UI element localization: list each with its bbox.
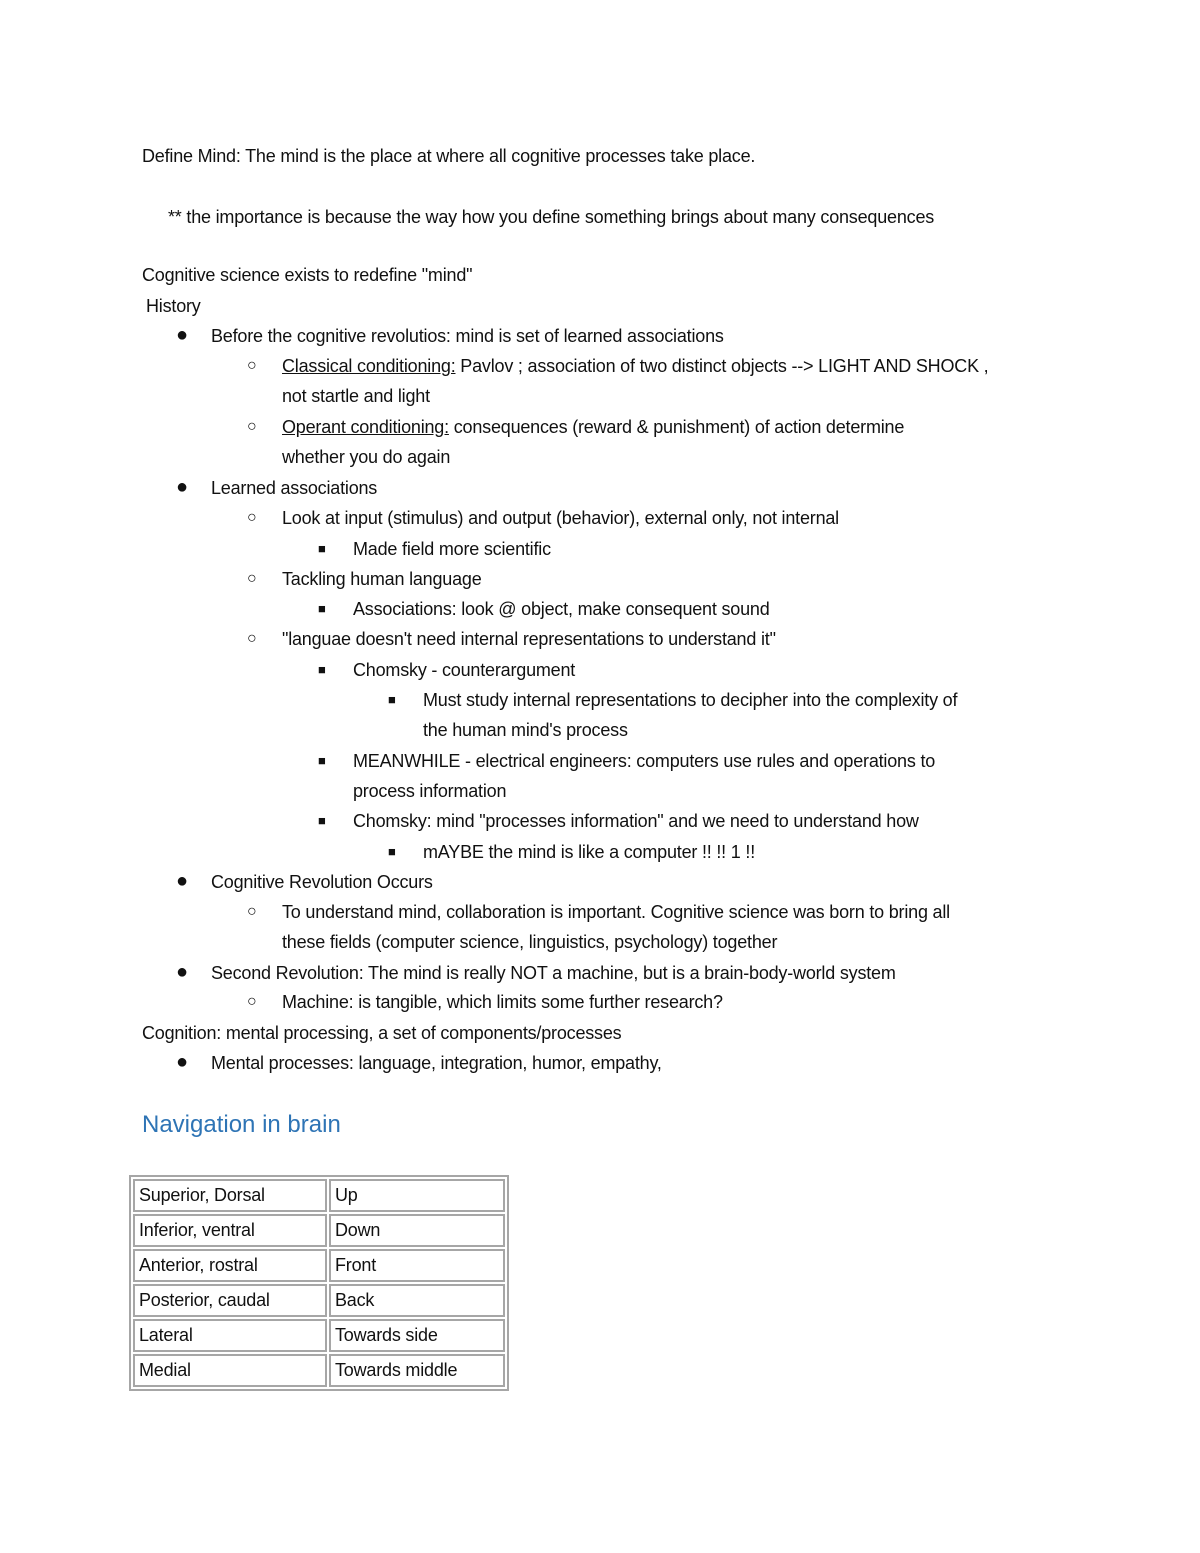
bullet-circle-icon: ○: [247, 903, 257, 920]
table-cell-direction: Up: [329, 1179, 505, 1212]
table-row: [133, 1249, 505, 1282]
table-cell-direction: Towards middle: [329, 1354, 505, 1387]
bullet-square-icon: ■: [318, 753, 326, 768]
table-row: [133, 1354, 505, 1387]
classical-conditioning-term: Classical conditioning:: [282, 356, 456, 376]
list-item-continuation: whether you do again: [282, 447, 451, 467]
bullet-circle-icon: ○: [247, 993, 257, 1010]
list-item: Tackling human language: [282, 569, 482, 589]
bullet-dot-icon: ●: [176, 961, 189, 983]
cogsci-line: Cognitive science exists to redefine "mind": [142, 265, 473, 285]
bullet-square-icon: ■: [388, 844, 396, 859]
bullet-square-icon: ■: [318, 601, 326, 616]
list-item-continuation: process information: [353, 781, 507, 801]
define-mind-line: [142, 141, 755, 171]
bullet-circle-icon: ○: [247, 630, 257, 647]
bullet-dot-icon: ●: [176, 324, 189, 346]
classical-conditioning-text: Pavlov ; association of two distinct objects --> LIGHT AND SHOCK ,: [455, 356, 989, 376]
list-item-continuation: the human mind's process: [423, 720, 628, 740]
table-cell-direction: Down: [329, 1214, 505, 1247]
table-cell-term: Inferior, ventral: [133, 1214, 327, 1247]
bullet-circle-icon: ○: [247, 357, 257, 374]
table-cell-term: Posterior, caudal: [133, 1284, 327, 1317]
list-item: [282, 412, 904, 442]
list-item: MEANWHILE - electrical engineers: computers use rules and operations to: [353, 751, 936, 771]
define-label: Define Mind:: [142, 146, 241, 166]
list-item: Before the cognitive revolutios: mind is set of learned associations: [211, 326, 724, 346]
list-item: To understand mind, collaboration is important. Cognitive science was born to bring all: [282, 902, 950, 922]
bullet-square-icon: ■: [318, 813, 326, 828]
table-cell-term: Superior, Dorsal: [133, 1179, 327, 1212]
operant-conditioning-term: Operant conditioning:: [282, 417, 449, 437]
table-cell-term: Lateral: [133, 1319, 327, 1352]
list-item: Learned associations: [211, 478, 378, 498]
table-row: [133, 1214, 505, 1247]
cognition-line: Cognition: mental processing, a set of components/processes: [142, 1023, 622, 1043]
table-row: [133, 1179, 505, 1212]
list-item: Chomsky - counterargument: [353, 660, 576, 680]
list-item: Cognitive Revolution Occurs: [211, 872, 433, 892]
bullet-square-icon: ■: [318, 541, 326, 556]
section-heading: Navigation in brain: [142, 1111, 341, 1138]
bullet-square-icon: ■: [388, 692, 396, 707]
bullet-square-icon: ■: [318, 662, 326, 677]
table-cell-term: Medial: [133, 1354, 327, 1387]
list-item: Mental processes: language, integration, humor, empathy,: [211, 1053, 662, 1073]
list-item: Look at input (stimulus) and output (behavior), external only, not internal: [282, 508, 839, 528]
list-item: Made field more scientific: [353, 539, 551, 559]
navigation-table: [129, 1175, 509, 1391]
list-item-continuation: not startle and light: [282, 386, 430, 406]
list-item: Machine: is tangible, which limits some further research?: [282, 992, 723, 1012]
table-cell-direction: Towards side: [329, 1319, 505, 1352]
table-cell-direction: Front: [329, 1249, 505, 1282]
list-item: Chomsky: mind "processes information" and we need to understand how: [353, 811, 919, 831]
history-heading: History: [146, 296, 201, 316]
bullet-dot-icon: ●: [176, 1051, 189, 1073]
table-row: [133, 1319, 505, 1352]
list-item-continuation: these fields (computer science, linguistics, psychology) together: [282, 932, 778, 952]
bullet-dot-icon: ●: [176, 870, 189, 892]
table-row: [133, 1284, 505, 1317]
list-item: Must study internal representations to decipher into the complexity of: [423, 690, 958, 710]
table-cell-term: Anterior, rostral: [133, 1249, 327, 1282]
list-item: "languae doesn't need internal representations to understand it": [282, 629, 776, 649]
bullet-circle-icon: ○: [247, 509, 257, 526]
list-item: Second Revolution: The mind is really NOT a machine, but is a brain-body-world system: [211, 963, 896, 983]
bullet-circle-icon: ○: [247, 418, 257, 435]
list-item: Associations: look @ object, make consequent sound: [353, 599, 770, 619]
operant-conditioning-text: consequences (reward & punishment) of action determine: [448, 417, 905, 437]
bullet-circle-icon: ○: [247, 570, 257, 587]
importance-line: ** the importance is because the way how you define something brings about many consequences: [168, 207, 935, 227]
table-cell-direction: Back: [329, 1284, 505, 1317]
list-item: mAYBE the mind is like a computer !! !! 1 !!: [423, 842, 755, 862]
list-item: [282, 351, 988, 381]
bullet-dot-icon: ●: [176, 476, 189, 498]
define-text: The mind is the place at where all cognitive processes take place.: [240, 146, 756, 166]
